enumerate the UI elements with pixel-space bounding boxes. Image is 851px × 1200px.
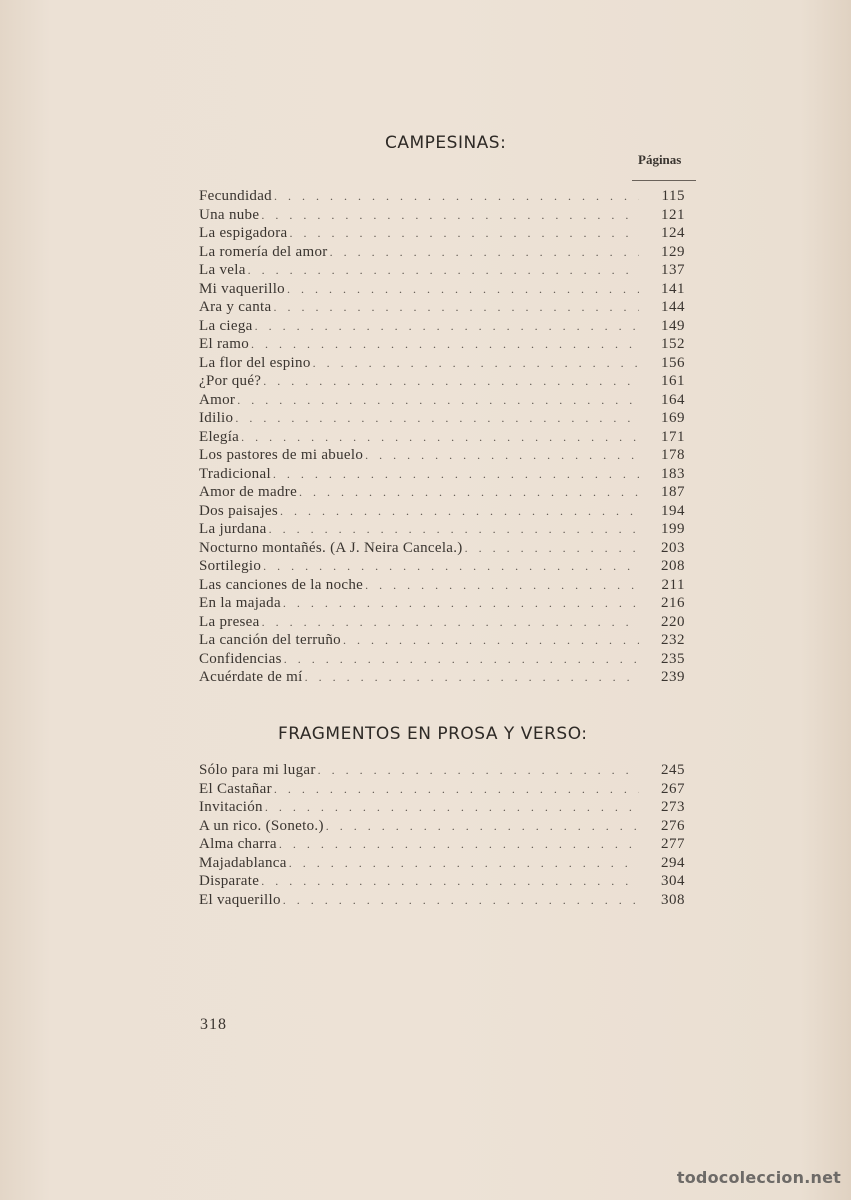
section-title-campesinas: CAMPESINAS:	[385, 133, 507, 153]
toc-entry	[199, 650, 685, 669]
toc-entry	[199, 557, 685, 576]
toc-leader-dots	[284, 650, 639, 669]
toc-entry-title: La jurdana	[199, 521, 267, 537]
toc-leader-dots	[248, 261, 639, 280]
toc-entry-page: 115	[661, 188, 685, 204]
toc-entry	[199, 854, 685, 873]
toc-entry-title: La romería del amor	[199, 243, 328, 260]
toc-entry	[199, 594, 685, 613]
watermark	[677, 1168, 841, 1187]
toc-entry-title: Una nube	[199, 206, 260, 223]
toc-leader-dots	[365, 576, 639, 595]
toc-entry	[199, 483, 685, 502]
toc-entry-page: 273	[661, 799, 685, 815]
toc-leader-dots	[313, 354, 639, 373]
toc-entry-page: 194	[661, 502, 685, 519]
toc-entry-title: Las canciones de la noche	[199, 576, 364, 593]
toc-leader-dots	[299, 483, 639, 502]
toc-entry-title: El ramo	[199, 336, 250, 352]
toc-entry-title: Disparate	[199, 873, 260, 889]
column-header-paginas: Páginas	[638, 152, 682, 167]
toc-leader-dots	[269, 520, 639, 539]
toc-entry	[199, 631, 685, 650]
toc-leader-dots	[263, 372, 639, 391]
toc-entry-page: 161	[661, 373, 685, 389]
toc-entry	[199, 613, 685, 632]
toc-entry-page: 152	[661, 336, 685, 352]
toc-leader-dots	[330, 243, 639, 262]
toc-leader-dots	[289, 854, 639, 873]
toc-entry-title: Mi vaquerillo	[199, 280, 285, 297]
toc-entry-title: La flor del espino	[199, 354, 311, 371]
watermark-brand: todocoleccion	[676, 1168, 805, 1187]
toc-entry	[199, 335, 685, 354]
toc-entry	[199, 409, 685, 428]
toc-leader-dots	[287, 280, 639, 299]
toc-entry	[199, 206, 685, 225]
toc-leader-dots	[262, 613, 639, 632]
toc-entry-page: 308	[661, 891, 685, 908]
toc-entry-title: Elegía	[199, 428, 240, 445]
toc-entry	[199, 372, 685, 391]
toc-entry-page: 232	[661, 632, 685, 648]
toc-leader-dots	[261, 206, 639, 225]
toc-entry-title: Sólo para mi lugar	[199, 762, 316, 778]
toc-entry	[199, 817, 685, 836]
toc-entry-page: 277	[661, 836, 685, 852]
toc-entry	[199, 317, 685, 336]
toc-entry	[199, 224, 685, 243]
toc-entry	[199, 539, 685, 558]
toc-entry	[199, 761, 685, 780]
toc-list-campesinas	[199, 187, 685, 687]
toc-entry-page: 178	[661, 447, 685, 463]
toc-entry	[199, 502, 685, 521]
toc-entry	[199, 446, 685, 465]
toc-leader-dots	[283, 891, 639, 910]
toc-leader-dots	[265, 798, 639, 817]
toc-entry-title: Idilio	[199, 410, 234, 426]
toc-entry-page: 164	[661, 391, 685, 408]
toc-entry-page: 129	[661, 243, 685, 260]
toc-entry-title: La ciega	[199, 317, 253, 334]
toc-entry-page: 149	[661, 317, 685, 334]
toc-entry	[199, 798, 685, 817]
toc-leader-dots	[263, 557, 639, 576]
toc-entry-title: ¿Por qué?	[199, 373, 262, 389]
toc-leader-dots	[289, 224, 639, 243]
toc-entry	[199, 520, 685, 539]
toc-entry-page: 216	[661, 595, 685, 611]
toc-entry-title: Nocturno montañés. (A J. Neira Cancela.)	[199, 539, 463, 556]
toc-leader-dots	[273, 298, 639, 317]
toc-entry	[199, 576, 685, 595]
toc-entry-page: 141	[661, 280, 685, 297]
toc-entry	[199, 261, 685, 280]
toc-entry	[199, 872, 685, 891]
toc-leader-dots	[318, 761, 639, 780]
toc-entry-page: 294	[661, 854, 685, 871]
toc-entry-title: Alma charra	[199, 836, 277, 852]
toc-entry-title: La vela	[199, 262, 246, 278]
toc-entry-page: 137	[661, 262, 685, 278]
toc-entry-page: 169	[661, 410, 685, 426]
toc-entry	[199, 465, 685, 484]
toc-leader-dots	[343, 631, 639, 650]
toc-entry-title: El Castañar	[199, 780, 272, 797]
toc-entry-page: 220	[661, 613, 685, 630]
toc-entry-page: 211	[661, 576, 685, 593]
toc-entry-page: 144	[661, 299, 685, 315]
toc-entry-title: La canción del terruño	[199, 632, 341, 648]
toc-entry-title: Invitación	[199, 799, 263, 815]
toc-entry-title: Confidencias	[199, 650, 282, 667]
toc-leader-dots	[283, 594, 639, 613]
toc-entry	[199, 243, 685, 262]
toc-leader-dots	[326, 817, 639, 836]
toc-leader-dots	[255, 317, 639, 336]
toc-entry-page: 267	[661, 780, 685, 797]
toc-entry-title: Fecundidad	[199, 188, 272, 204]
toc-entry-page: 203	[661, 539, 685, 556]
page-number: 318	[200, 1016, 227, 1033]
toc-entry	[199, 298, 685, 317]
section-title-fragmentos: FRAGMENTOS EN PROSA Y VERSO:	[278, 724, 588, 744]
toc-entry-title: Sortilegio	[199, 558, 262, 574]
toc-leader-dots	[237, 391, 639, 410]
toc-leader-dots	[251, 335, 639, 354]
toc-leader-dots	[261, 872, 639, 891]
toc-entry	[199, 187, 685, 206]
toc-leader-dots	[365, 446, 639, 465]
toc-entry	[199, 780, 685, 799]
toc-entry	[199, 891, 685, 910]
toc-entry-title: Ara y canta	[199, 299, 272, 315]
toc-entry-page: 187	[661, 484, 685, 500]
toc-entry-title: Dos paisajes	[199, 502, 279, 519]
toc-list-fragmentos	[199, 761, 685, 909]
toc-entry-page: 183	[661, 465, 685, 482]
column-header-rule	[632, 180, 696, 181]
toc-leader-dots	[235, 409, 639, 428]
toc-leader-dots	[274, 780, 639, 799]
toc-entry-page: 235	[661, 650, 685, 667]
toc-entry	[199, 280, 685, 299]
watermark-tld: .net	[804, 1168, 841, 1187]
toc-entry-page: 199	[661, 521, 685, 537]
toc-entry-title: El vaquerillo	[199, 891, 281, 908]
toc-entry-page: 239	[661, 669, 685, 685]
toc-entry-title: Acuérdate de mí	[199, 669, 303, 685]
toc-leader-dots	[305, 668, 639, 687]
toc-entry-page: 124	[661, 225, 685, 241]
toc-entry-title: A un rico. (Soneto.)	[199, 817, 324, 834]
toc-entry-title: Los pastores de mi abuelo	[199, 447, 364, 463]
toc-leader-dots	[465, 539, 639, 558]
toc-entry-title: Amor de madre	[199, 484, 298, 500]
toc-entry	[199, 391, 685, 410]
toc-entry-title: La espigadora	[199, 225, 288, 241]
toc-entry	[199, 354, 685, 373]
toc-entry	[199, 668, 685, 687]
toc-entry	[199, 428, 685, 447]
toc-leader-dots	[280, 502, 639, 521]
toc-entry-page: 171	[661, 428, 685, 445]
toc-entry-page: 121	[661, 206, 685, 223]
toc-entry-page: 276	[661, 817, 685, 834]
toc-leader-dots	[241, 428, 639, 447]
toc-entry-page: 156	[661, 354, 685, 371]
toc-entry	[199, 835, 685, 854]
toc-entry-title: Amor	[199, 391, 236, 408]
toc-leader-dots	[279, 835, 639, 854]
toc-entry-page: 208	[661, 558, 685, 574]
toc-entry-page: 245	[661, 762, 685, 778]
toc-entry-title: Tradicional	[199, 465, 271, 482]
toc-leader-dots	[273, 465, 639, 484]
toc-entry-title: La presea	[199, 613, 260, 630]
toc-entry-title: Majadablanca	[199, 854, 287, 871]
toc-entry-title: En la majada	[199, 595, 281, 611]
toc-leader-dots	[274, 187, 639, 206]
toc-entry-page: 304	[661, 873, 685, 889]
